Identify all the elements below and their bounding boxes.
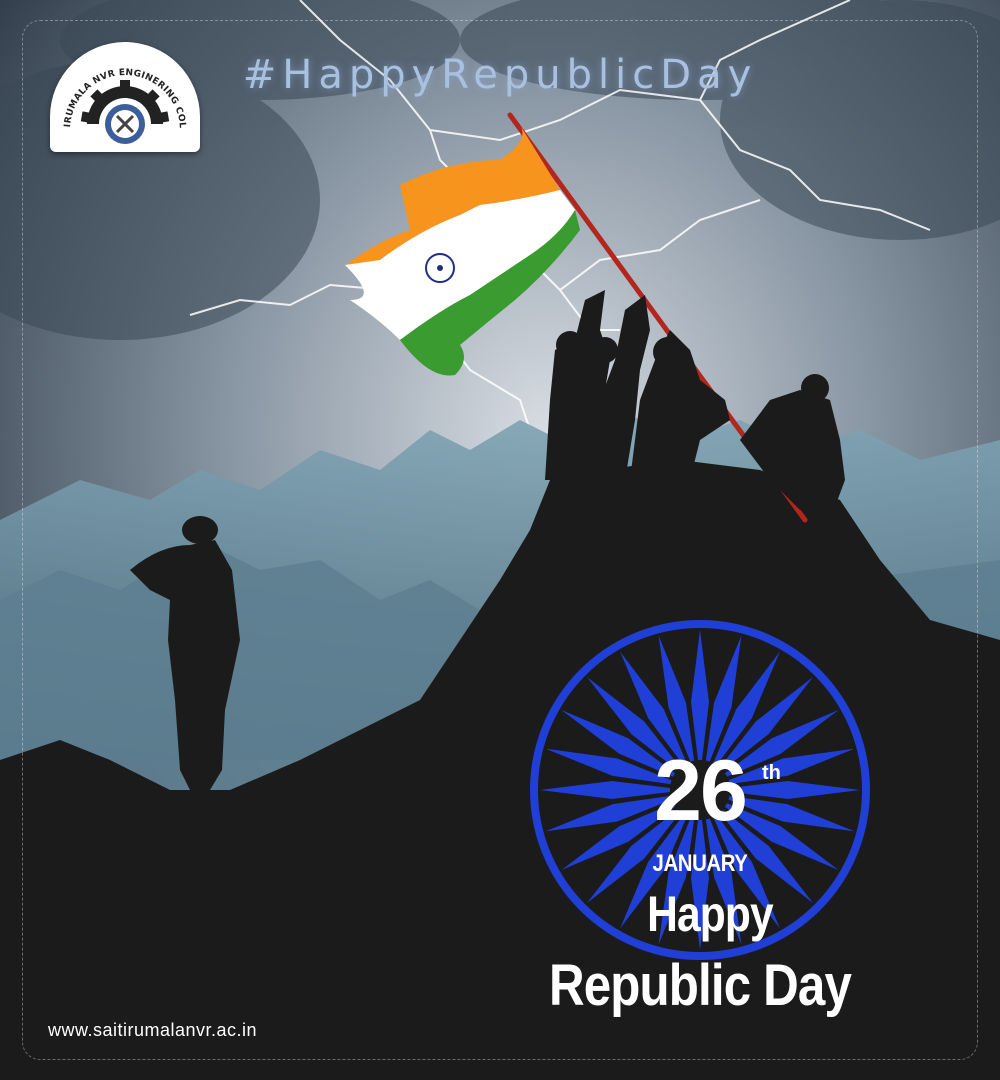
greeting-republic-day: Republic Day [548,953,852,1018]
hashtag-title: #HappyRepublicDay [242,52,758,98]
logo-ring-text: IRUMALA NVR ENGINERING COL [63,67,188,129]
day-suffix: th [762,762,781,784]
day-number: 26 [654,743,746,839]
month-label: JANUARY [652,850,748,877]
greeting-happy: Happy [647,886,773,942]
website-link[interactable]: www.saitirumalanvr.ac.in [48,1020,258,1040]
